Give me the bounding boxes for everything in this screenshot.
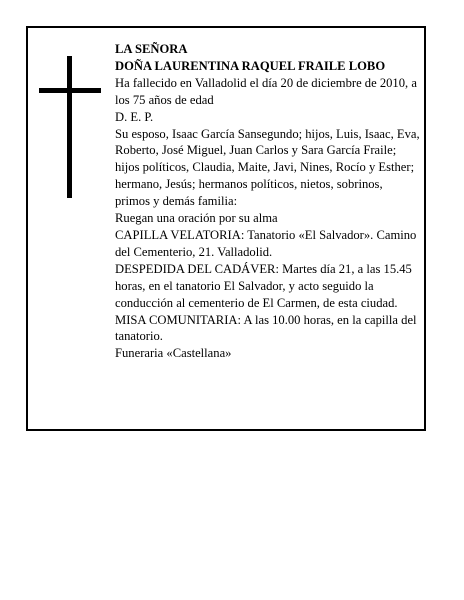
obituary-notice [26,26,426,431]
funeral-home: Funeraria «Castellana» [115,346,232,361]
rest-in-peace: D. E. P. [115,109,154,124]
cross-icon [39,56,101,198]
mass-info: MISA COMUNITARIA: A las 10.00 horas, en la capilla del tanatorio. [115,312,417,344]
cross-horizontal-bar [39,88,101,93]
deceased-name: DOÑA LAURENTINA RAQUEL FRAILE LOBO [115,58,386,73]
death-statement: Ha fallecido en Valladolid el día 20 de diciembre de 2010, a los 75 años de edad [115,75,417,107]
family-list: Su esposo, Isaac García Sansegundo; hijos, Luis, Isaac, Eva, Roberto, José Miguel, Juan Carlos y Sara García Fraile; hijos políticos, Claudia, Maite, Javi, Nines, Rocío y Esther; hermano, Jesús; hermanos políticos, nietos, sobrinos, primos y demás familia: [115,126,420,209]
chapel-info: CAPILLA VELATORIA: Tanatorio «El Salvador». Camino del Cementerio, 21. Valladolid. [115,227,417,259]
prayer-request: Ruegan una oración por su alma [115,211,278,226]
cross-vertical-bar [67,56,72,198]
notice-title: LA SEÑORA [115,42,188,56]
notice-body [115,41,420,362]
farewell-info: DESPEDIDA DEL CADÁVER: Martes día 21, a las 15.45 horas, en el tanatorio El Salvador, y acto seguido la conducción al cementerio de El Carmen, de esta ciudad. [115,261,412,310]
